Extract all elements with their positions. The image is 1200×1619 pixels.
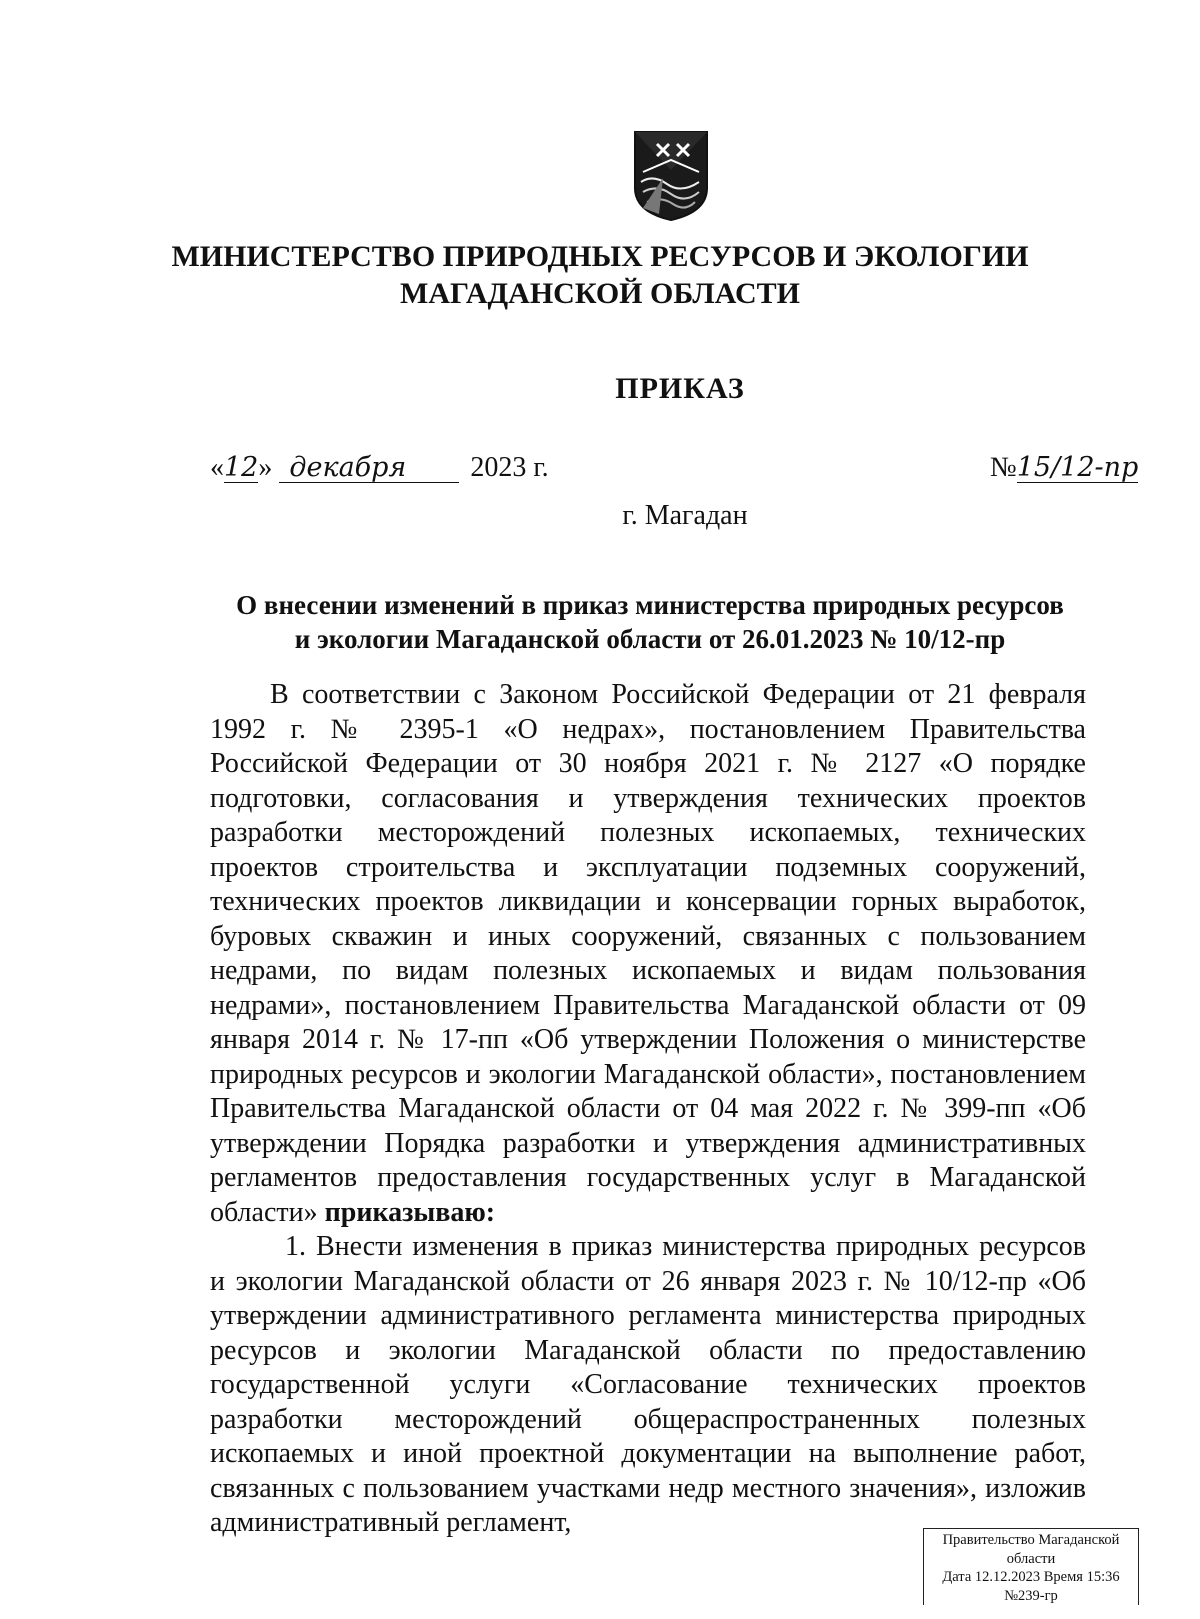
date-year: 2023 г.	[470, 452, 549, 483]
order-date	[210, 452, 549, 484]
stamp-line2: области	[1006, 1550, 1056, 1567]
number-prefix: №	[990, 452, 1017, 483]
date-close-quote: »	[258, 452, 273, 483]
order-body	[210, 678, 1086, 1541]
clause-1-paragraph: 1. Внести изменения в приказ министерства природных ресурсов и экологии Магаданской области от 26 января 2023 г. № 10/12-пр «Об утверждении административного регламента министерства природных ресурсов и экологии Магаданской области по предоставлению государственной услуги «Согласование технических проектов разработки месторождений общераспространенных полезных ископаемых и иной проектной документации на выполнение работ, связанных с пользованием участками недр местного значения», изложив административный регламент,	[210, 1231, 1086, 1538]
preamble-paragraph	[210, 678, 1086, 1230]
subject-line2: и экологии Магаданской области от 26.01.2023 № 10/12-пр	[294, 624, 1006, 654]
preamble-text: В соответствии с Законом Российской Федерации от 21 февраля 1992 г. № 2395-1 «О недрах», постановлением Правительства Российской Федерации от 30 ноября 2021 г. № 2127 «О порядке подготовки, согласования и утверждения технических проектов разработки месторождений полезных ископаемых, технических проектов строительства и эксплуатации подземных сооружений, технических проектов ликвидации и консервации горных выработок, буровых скважин и иных сооружений, связанных с пользованием недрами, по видам полезных ископаемых и видам пользования недрами», постановлением Правительства Магаданской области от 09 января 2014 г. № 17-пп «Об утверждении Положения о министерстве природных ресурсов и экологии Магаданской области», постановлением Правительства Магаданской области от 04 мая 2022 г. № 399-пп «Об утверждении Порядка разработки и утверждения административных регламентов предоставления государственных услуг в Магаданской области»	[210, 679, 1086, 1228]
date-open-quote: «	[210, 452, 224, 483]
order-number	[990, 452, 1138, 484]
date-day-handwritten: 12	[224, 452, 259, 483]
subject-line1: О внесении изменений в приказ министерства природных ресурсов	[236, 590, 1064, 620]
registration-stamp	[923, 1528, 1139, 1605]
magadan-region-coat-of-arms-icon	[633, 130, 709, 222]
order-directive: приказываю:	[324, 1196, 496, 1228]
stamp-line3: Дата 12.12.2023 Время 15:36	[942, 1569, 1120, 1585]
date-month-handwritten: декабря	[279, 454, 459, 483]
stamp-line4: №239-гр	[1004, 1587, 1058, 1604]
number-value-handwritten: 15/12-пр	[1016, 452, 1139, 483]
city: г. Магадан	[622, 500, 748, 531]
order-subject	[220, 588, 1080, 656]
ministry-name-line2: МАГАДАНСКОЙ ОБЛАСТИ	[400, 277, 800, 310]
ministry-name-line1: МИНИСТЕРСТВО ПРИРОДНЫХ РЕСУРСОВ И ЭКОЛОГИИ	[171, 240, 1029, 273]
stamp-line1: Правительство Магаданской	[942, 1532, 1120, 1548]
order-title: ПРИКАЗ	[615, 372, 745, 405]
